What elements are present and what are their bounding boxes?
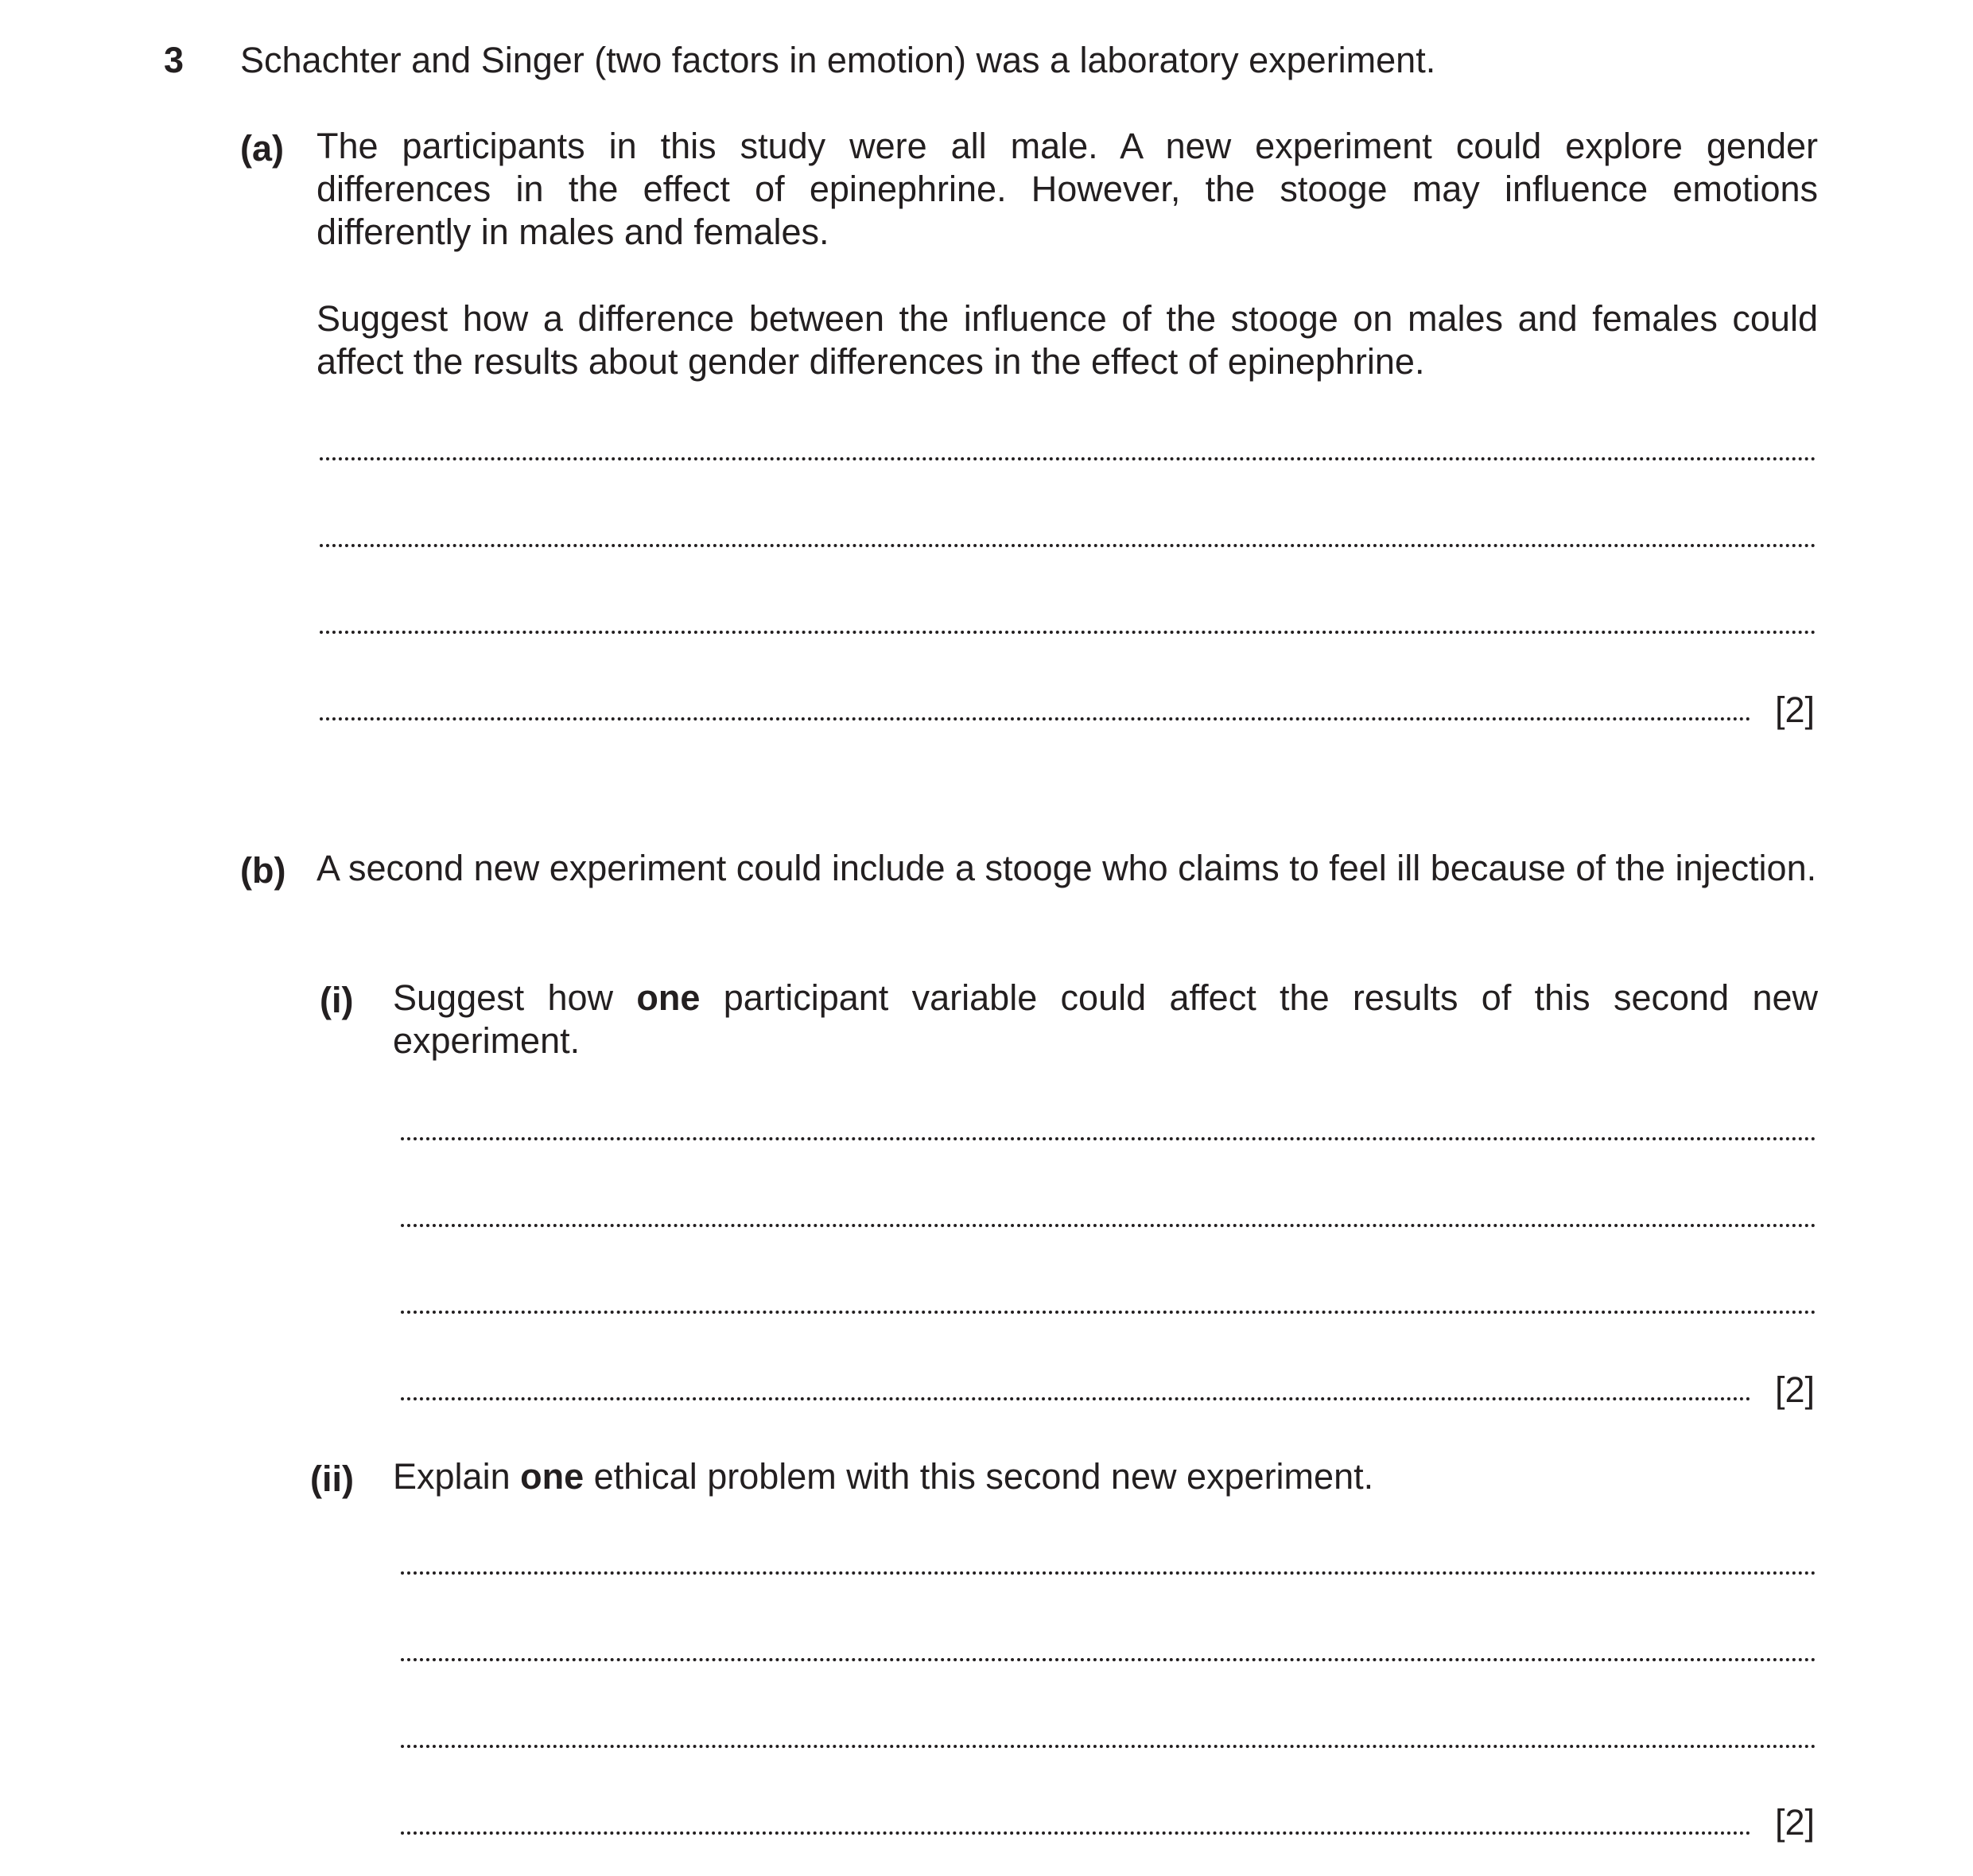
question-stem: Schachter and Singer (two factors in emotion) was a laboratory experiment.	[240, 40, 1436, 80]
part-a-text: The participants in this study were all male. A new experiment could explore gender differences in the effect of epinephrine. However, the stooge may influence emotions differently in males and females.	[317, 126, 1818, 252]
answer-line[interactable]	[320, 457, 1816, 460]
part-a-label: (a)	[240, 128, 284, 169]
answer-line[interactable]	[401, 1397, 1751, 1400]
marks-label: [2]	[1775, 1802, 1816, 1843]
part-b-text: A second new experiment could include a stooge who claims to feel ill because of the injection.	[317, 848, 1817, 888]
emphasis-one: one	[520, 1456, 585, 1497]
sub-i-label: (i)	[320, 980, 354, 1020]
marks-label: [2]	[1775, 689, 1816, 730]
question-number: 3	[164, 40, 184, 80]
part-b-label: (b)	[240, 850, 286, 891]
answer-line[interactable]	[401, 1831, 1751, 1835]
answer-line[interactable]	[401, 1311, 1816, 1314]
sub-ii-label: (ii)	[310, 1458, 354, 1499]
marks-label: [2]	[1775, 1369, 1816, 1410]
answer-line[interactable]	[320, 544, 1816, 547]
part-a-prompt: Suggest how a difference between the influence of the stooge on males and females could affect the results about gender differences in the effect of epinephrine.	[317, 298, 1818, 382]
answer-line[interactable]	[401, 1658, 1816, 1661]
sub-ii-text: Explain one ethical problem with this second new experiment.	[393, 1456, 1374, 1497]
answer-line[interactable]	[320, 717, 1751, 720]
answer-line[interactable]	[401, 1137, 1816, 1140]
answer-line[interactable]	[401, 1224, 1816, 1227]
answer-line[interactable]	[401, 1745, 1816, 1748]
answer-line[interactable]	[320, 631, 1816, 634]
sub-i-text: Suggest how one participant variable could affect the results of this second new experiment.	[393, 977, 1818, 1061]
answer-line[interactable]	[401, 1571, 1816, 1575]
emphasis-one: one	[636, 977, 701, 1018]
